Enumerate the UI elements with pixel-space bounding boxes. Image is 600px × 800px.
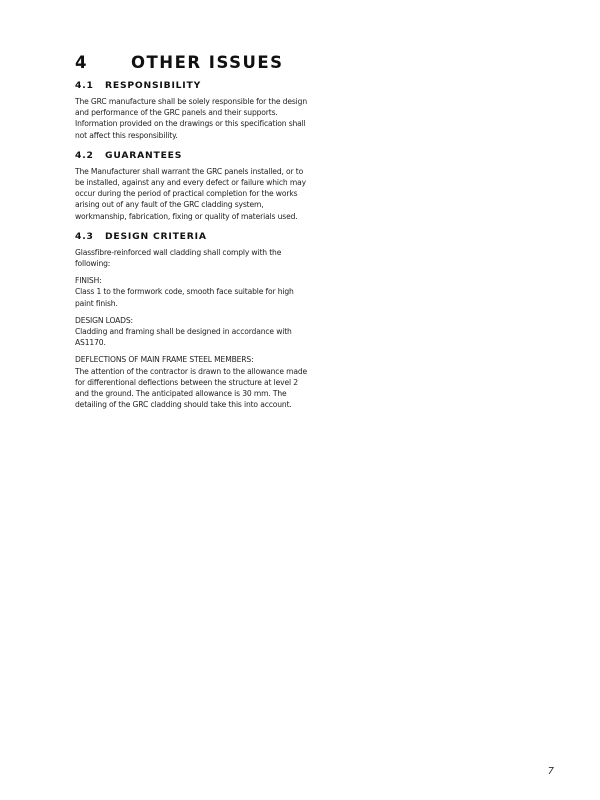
section-responsibility: [75, 80, 310, 141]
section-title: GUARANTEES: [105, 149, 183, 161]
chapter-number: 4: [75, 53, 88, 72]
document-body: [75, 53, 310, 419]
criteria-heading-design-loads: DESIGN LOADS:: [75, 315, 133, 325]
page-number: 7: [547, 766, 554, 777]
section-heading: [75, 231, 310, 242]
section-design-criteria: [75, 231, 310, 411]
section-heading: [75, 80, 310, 91]
section-title: RESPONSIBILITY: [105, 80, 202, 91]
section-title: DESIGN CRITERIA: [105, 230, 207, 242]
section-intro: Glassfibre-reinforced wall cladding shall comply with the following:: [75, 247, 282, 269]
section-paragraph: The GRC manufacture shall be solely responsible for the design and performance of the GRC panels and their supports. Information provided on the drawings or this specification shall not affect this responsibility.: [75, 97, 307, 140]
criteria-text-finish: Class 1 to the formwork code, smooth face suitable for high paint finish.: [75, 287, 294, 308]
chapter-heading: [75, 53, 310, 72]
section-number: 4.1: [75, 80, 94, 91]
criteria-text-deflections: The attention of the contractor is drawn to the allowance made for differentional deflections between the structure at level 2 and the ground. The anticipated allowance is 30 mm. The detailing of the GRC cladding should take this into account.: [75, 366, 308, 410]
criteria-text-design-loads: Cladding and framing shall be designed in accordance with AS1170.: [75, 327, 292, 348]
section-number: 4.2: [75, 149, 94, 161]
criteria-heading-deflections: DEFLECTIONS OF MAIN FRAME STEEL MEMBERS:: [75, 355, 254, 365]
section-paragraph: The Manufacturer shall warrant the GRC panels installed, or to be installed, against any and every defect or failure which may occur during the period of practical completion for the works arising out of any fault of the GRC cladding system, workmanship, fabrication, fixing or quality of materials used.: [75, 166, 306, 221]
criteria-heading-finish: FINISH:: [75, 276, 102, 286]
section-heading: [75, 150, 310, 161]
section-number: 4.3: [75, 230, 94, 242]
chapter-title: OTHER ISSUES: [131, 53, 284, 72]
section-guarantees: [75, 150, 310, 222]
